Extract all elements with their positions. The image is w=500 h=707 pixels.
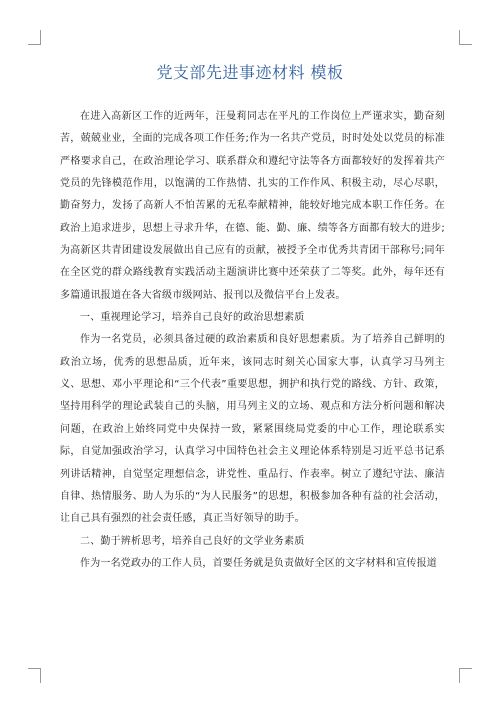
crop-mark-top-right [459, 30, 472, 45]
document-body [60, 106, 445, 575]
section-heading-1: 一、重视理论学习，培养自己良好的政治思想素质 [80, 312, 305, 324]
section-heading-2: 二、勤于辨析思考，培养自己良好的文学业务素质 [80, 535, 305, 547]
document-title: 党支部先进事迹材料 模板 [156, 63, 344, 82]
crop-mark-top-left [28, 30, 41, 45]
section-1-paragraph: 作为一名党员，必须具备过硬的政治素质和良好思想素质。为了培养自己鲜明的政治立场，优秀的思想品质，近年来，该同志时刻关心国家大事，认真学习马列主义、思想、邓小平理论和“三个代表”重要思想，拥护和执行党的路线、方针、政策，坚持用科学的理论武装自己的头脑，用马列主义的立场、观点和方法分析问题和解决问题，在政治上始终同党中央保持一致，紧紧围绕局党委的中心工作，理论联系实际，自觉加强政治学习，认真学习中国特色社会主义理论体系特别是习近平总书记系列讲话精神，自觉坚定理想信念，讲党性、重品行、作表率。树立了遵纪守法、廉洁自律、热情服务、助人为乐的“为人民服务”的思想，积极参加各种有益的社会活动，让自己具有强烈的社会责任感，真正当好领导的助手。 [60, 334, 445, 525]
intro-paragraph: 在进入高新区工作的近两年，汪曼莉同志在平凡的工作岗位上严谨求实，勤奋刻苦，兢兢业业，全面的完成各项工作任务;作为一名共产党员，时时处处以党员的标准严格要求自己，在政治理论学习、联系群众和遵纪守法等各方面都较好的发挥着共产党员的先锋模范作用，以饱满的工作热情、扎实的工作作风、积极主动，尽心尽职，勤奋努力，发扬了高新人不怕苦累的无私奉献精神，能较好地完成本职工作任务。在政治上追求进步，思想上寻求升华，在德、能、勤、廉、绩等各方面都有较大的进步;为高新区共青团建设发展做出自己应有的贡献，被授予全市优秀共青团干部称号;同年在全区党的群众路线教育实践活动主题演讲比赛中还荣获了二等奖。此外，每年还有多篇通讯报道在各大省级市级网站、报刊以及微信平台上发表。 [60, 111, 445, 301]
section-2-paragraph: 作为一名党政办的工作人员，首要任务就是负责做好全区的文字材料和宣传报道 [80, 557, 437, 569]
crop-mark-bottom-left [28, 668, 41, 683]
crop-mark-bottom-right [459, 668, 472, 683]
